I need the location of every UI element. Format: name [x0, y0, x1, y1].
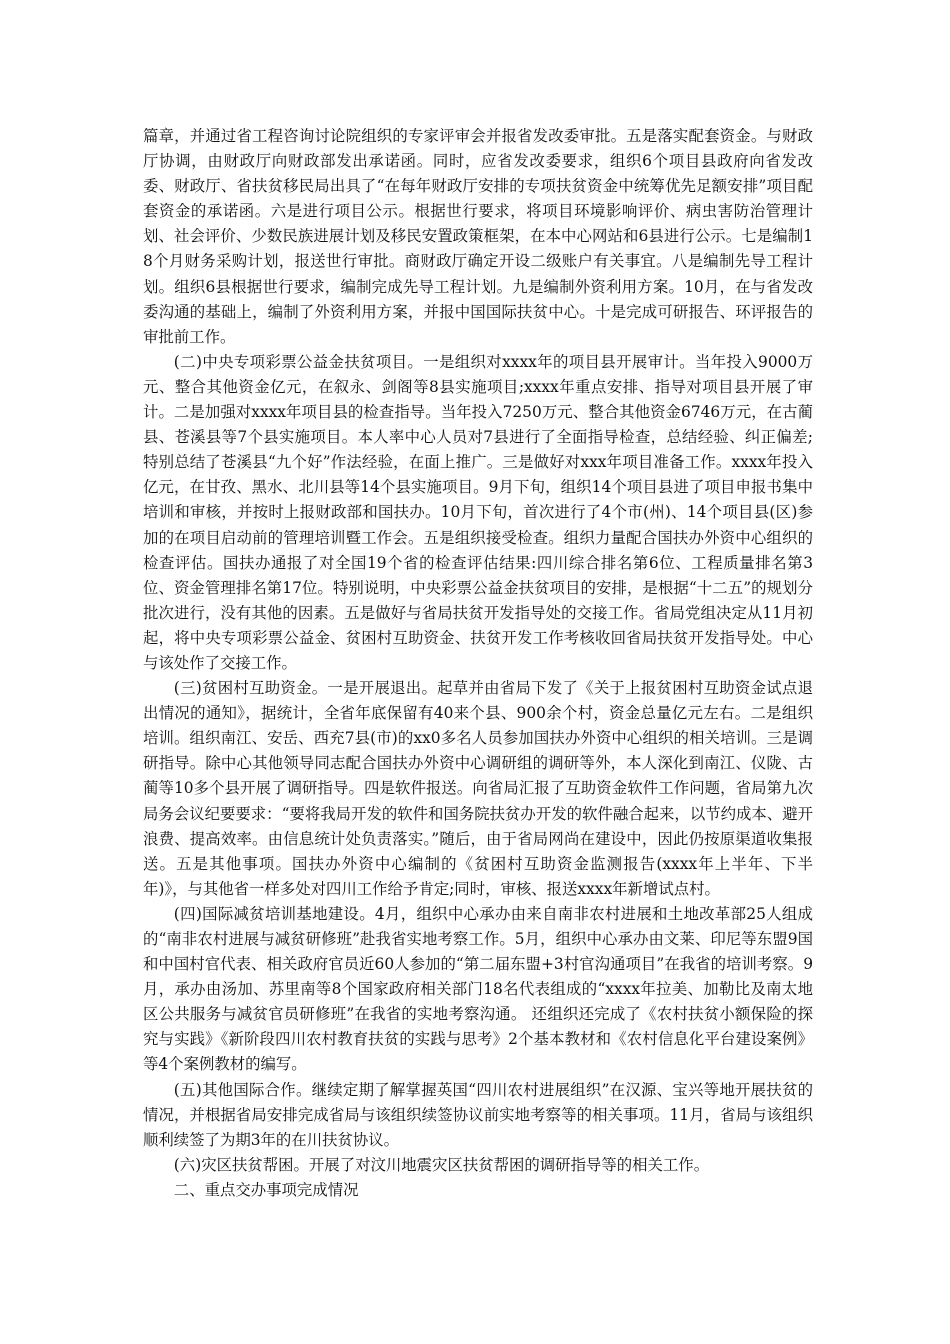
paragraph-international-cooperation: (五)其他国际合作。继续定期了解掌握英国“四川农村进展组织”在汉源、宝兴等地开展扶贫的情况，并根据省局安排完成省局与该组织续签协议前实地考察等的相关事项。11月，省局与该组织顺利续签了为期3年的在川扶贫协议。: [143, 1080, 813, 1149]
paragraph-training-base: (四)国际减贫培训基地建设。4月，组织中心承办由来自南非农村进展和土地改革部25人组成的“南非农村进展与减贫研修班”赴我省实地考察工作。5月，组织中心承办由文莱、印尼等东盟9国和中国村官代表、相关政府官员近60人参加的“第二届东盟+3村官沟通项目”在我省的培训考察。9月，承办由汤加、苏里南等8个国家政府相关部门18名代表组成的“xxxx年拉美、加勒比及南太地区公共服务与减贫官员研修班”在我省的实地考察沟通。 还组织还完成了《农村扶贫小额保险的探究与实践》《新阶段四川农村教育扶贫的实践与思考》2个基本教材和《农村信息化平台建设案例》等4个案例教材的编写。: [143, 904, 813, 1074]
paragraph-lottery-fund-project: (二)中央专项彩票公益金扶贫项目。一是组织对xxxx年的项目县开展审计。当年投入9000万元、整合其他资金亿元，在叙永、剑阁等8县实施项目;xxxx年重点安排、指导对项目县开展了审计。二是加强对xxxx年项目县的检查指导。当年投入7250万元、整合其他资金6746万元，在古蔺县、苍溪县等7个县实施项目。本人率中心人员对7县进行了全面指导检查，总结经验、纠正偏差;特别总结了苍溪县“九个好”作法经验，在面上推广。三是做好对xxx年项目准备工作。xxxx年投入亿元，在甘孜、黑水、北川县等14个县实施项目。9月下旬，组织14个项目县进了项目申报书集中培训和审核，并按时上报财政部和国扶办。10月下旬，首次进行了4个市(州)、14个项目县(区)参加的在项目启动前的管理培训暨工作会。五是组织接受检查。组织力量配合国扶办外资中心组织的检查评估。国扶办通报了对全国19个省的检查评估结果:四川综合排名第6位、工程质量排名第3位、资金管理排名第17位。特别说明，中央彩票公益金扶贫项目的安排，是根据“十二五”的规划分批次进行，没有其他的因素。五是做好与省局扶贫开发指导处的交接工作。省局党组决定从11月初起，将中央专项彩票公益金、贫困村互助资金、扶贫开发工作考核收回省局扶贫开发指导处。中心与该处作了交接工作。: [143, 352, 813, 672]
paragraph-mutual-aid-fund: (三)贫困村互助资金。一是开展退出。起草并由省局下发了《关于上报贫困村互助资金试点退出情况的通知》，据统计，全省年底保留有40来个县、900余个村，资金总量亿元左右。二是组织培训。组织南江、安岳、西充7县(市)的xx0多名人员参加国扶办外资中心组织的相关培训。三是调研指导。除中心其他领导同志配合国扶办外资中心调研组的调研等外，本人深化到南江、仪陇、古蔺等10多个县开展了调研指导。四是软件报送。向省局汇报了互助资金软件工作问题，省局第九次局务会议纪要要求：“要将我局开发的软件和国务院扶贫办开发的软件融合起来，以节约成本、避开浪费、提高效率。由信息统计处负责落实。”随后，由于省局网尚在建设中，因此仍按原渠道收集报送。五是其他事项。国扶办外资中心编制的《贫困村互助资金监测报告(xxxx年上半年、下半年)》，与其他省一样多处对四川工作给予肯定;同时，审核、报送xxxx年新增试点村。: [143, 679, 813, 898]
paragraph-disaster-relief: (六)灾区扶贫帮困。开展了对汶川地震灾区扶贫帮困的调研指导等的相关工作。: [173, 1155, 710, 1174]
paragraph-project-prep-continued: 篇章，并通过省工程咨询讨论院组织的专家评审会并报省发改委审批。五是落实配套资金。与财政厅协调，由财政厅向财政部发出承诺函。同时，应省发改委要求，组织6个项目县政府向省发改委、财政厅、省扶贫移民局出具了“在每年财政厅安排的专项扶贫资金中统筹优先足额安排”项目配套资金的承诺函。六是进行项目公示。根据世行要求，将项目环境影响评价、病虫害防治管理计划、社会评价、少数民族进展计划及移民安置政策框架，在本中心网站和6县进行公示。七是编制18个月财务采购计划，报送世行审批。商财政厅确定开设二级账户有关事宜。八是编制先导工程计划。组织6县根据世行要求，编制完成先导工程计划。九是编制外资利用方案。10月，在与省发改委沟通的基础上，编制了外资利用方案，并报中国国际扶贫中心。十是完成可研报告、环评报告的审批前工作。: [143, 127, 813, 346]
document-body: [143, 124, 813, 1203]
section-heading-key-tasks: 二、重点交办事项完成情况: [173, 1180, 359, 1199]
